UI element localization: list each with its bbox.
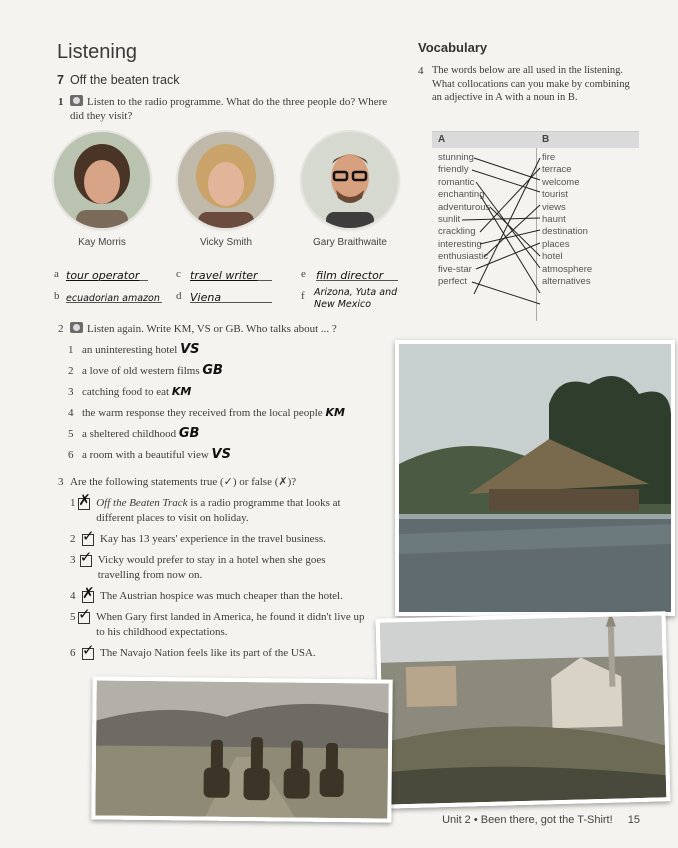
word-a: adventurous	[438, 201, 491, 213]
page-heading-listening: Listening	[57, 41, 138, 63]
section-title-text: Off the beaten track	[69, 73, 180, 87]
answer-a: tour operator	[66, 269, 140, 282]
q2-text	[70, 322, 400, 336]
q1-text	[70, 95, 400, 123]
photo-village	[376, 611, 671, 809]
true-checkbox[interactable]: ✓	[78, 605, 91, 623]
list-item: 1 an uninteresting hotel VS	[68, 342, 200, 357]
word-b: destination	[542, 226, 588, 238]
answer-letter-c: c	[176, 268, 181, 280]
table-header	[432, 132, 639, 148]
word-a: enthusiastic	[438, 251, 489, 263]
word-a: perfect	[438, 276, 468, 288]
list-item: 6 a room with a beautiful view VS	[68, 447, 231, 462]
answer-letter-f: f	[301, 290, 305, 302]
footer-unit: Unit 2	[442, 814, 471, 826]
page-heading-vocabulary: Vocabulary	[418, 40, 488, 55]
matching-lines	[432, 148, 639, 322]
q4-number: 4	[418, 65, 424, 77]
answer-line-f[interactable]	[314, 287, 410, 311]
footer-separator: •	[473, 814, 481, 826]
portrait-vicky-smith	[178, 132, 274, 228]
q4-text: The words below are all used in the listening. What collocations can you make by combining an adjective in A with a noun in B.	[432, 65, 630, 103]
q2-list	[68, 342, 398, 468]
list-item: 4 ✗ The Austrian hospice was much cheaper than the hotel.	[70, 584, 343, 602]
true-checkbox[interactable]: ✓	[82, 527, 95, 545]
portrait-gary-image	[302, 132, 398, 228]
answer-f: Arizona, Yuta and New Mexico	[314, 287, 398, 310]
word-b: terrace	[542, 164, 572, 176]
portrait-vicky-image	[178, 132, 274, 228]
answer-line-d[interactable]	[190, 288, 272, 303]
collocation-table	[432, 131, 639, 322]
answer-line-c[interactable]	[190, 266, 272, 281]
audio-cd-icon[interactable]	[70, 95, 83, 106]
word-a: interesting	[438, 238, 482, 250]
audio-cd-icon[interactable]	[70, 322, 83, 333]
true-checkbox[interactable]: ✓	[79, 548, 93, 566]
word-b: hotel	[542, 251, 563, 263]
word-a: sunlit	[438, 214, 461, 226]
section-title	[57, 73, 180, 87]
word-b: tourist	[542, 189, 568, 201]
list-item: 3 ✓ Vicky would prefer to stay in a hotel when she goes travelling from now on.	[70, 548, 326, 581]
word-a: romantic	[438, 176, 475, 188]
q1-text-content: Listen to the radio programme. What do the three people do? Where did they visit?	[70, 96, 388, 122]
list-item: 6 ✓ The Navajo Nation feels like its part of the USA.	[70, 641, 316, 659]
portrait-kay-image	[54, 132, 150, 228]
word-a: five-star	[438, 263, 472, 275]
portrait-kay-morris	[54, 132, 150, 228]
answer-line-a[interactable]	[66, 266, 148, 281]
word-a: friendly	[438, 164, 469, 176]
list-item: 5 a sheltered childhood GB	[68, 426, 200, 441]
page-number: 15	[627, 814, 640, 826]
answer-c: travel writer	[190, 269, 258, 282]
list-item: 2 ✓ Kay has 13 years' experience in the travel business.	[70, 527, 326, 545]
horse-riders-image	[95, 680, 388, 818]
list-item: 5 ✓ When Gary first landed in America, he found it didn't live up to his childhood expectations.	[70, 605, 365, 638]
village-image	[380, 615, 667, 804]
amazon-lodge-image	[399, 344, 671, 612]
header-a: A	[438, 134, 446, 145]
q3-list	[70, 491, 370, 667]
answer-line-e[interactable]	[316, 266, 398, 281]
q2-number: 2	[58, 323, 64, 335]
list-item: 3 catching food to eat KM	[68, 385, 192, 398]
page-footer	[442, 814, 640, 826]
q1-number: 1	[58, 96, 64, 108]
word-b: atmosphere	[542, 263, 593, 275]
word-a: crackling	[438, 226, 476, 238]
list-item: 4 the warm response they received from the local people KM	[68, 406, 345, 419]
q3-text: Are the following statements true (✓) or false (✗)?	[70, 476, 297, 488]
answer-e: film director	[316, 269, 384, 282]
list-item: 2 a love of old western films GB	[68, 363, 223, 378]
q3-number: 3	[58, 476, 64, 488]
word-b: haunt	[542, 214, 566, 226]
answer-letter-e: e	[301, 268, 306, 280]
answer-letter-a: a	[54, 268, 59, 280]
false-checkbox[interactable]: ✗	[78, 491, 91, 509]
portrait-gary-braithwaite	[302, 132, 398, 228]
word-a: stunning	[438, 152, 474, 163]
answer-letter-d: d	[176, 290, 182, 302]
header-b: B	[542, 134, 550, 145]
person-name-kay: Kay Morris	[78, 237, 126, 248]
answer-d: Viena	[190, 291, 222, 304]
word-b: alternatives	[542, 276, 591, 288]
word-b: welcome	[542, 176, 580, 188]
answer-line-b[interactable]	[66, 288, 162, 303]
footer-title: Been there, got the T-Shirt!	[480, 814, 613, 826]
person-name-vicky: Vicky Smith	[199, 237, 253, 248]
photo-horse-riders	[91, 676, 392, 822]
section-number: 7	[57, 73, 64, 87]
photo-amazon-lodge	[395, 340, 675, 616]
word-a: enchanting	[438, 189, 485, 201]
word-b: views	[542, 201, 566, 213]
answer-letter-b: b	[54, 290, 60, 302]
word-b: places	[542, 238, 570, 250]
word-b: fire	[542, 152, 556, 163]
list-item: 1 ✗ Off the Beaten Track is a radio programme that looks at different places to visit on holiday.	[70, 491, 341, 524]
true-checkbox[interactable]: ✓	[82, 641, 95, 659]
answer-b: ecuadorian amazon	[66, 293, 160, 304]
false-checkbox[interactable]: ✗	[82, 584, 95, 602]
q2-text-content: Listen again. Write KM, VS or GB. Who talks about ... ?	[87, 323, 337, 335]
person-name-gary: Gary Braithwaite	[313, 237, 387, 248]
